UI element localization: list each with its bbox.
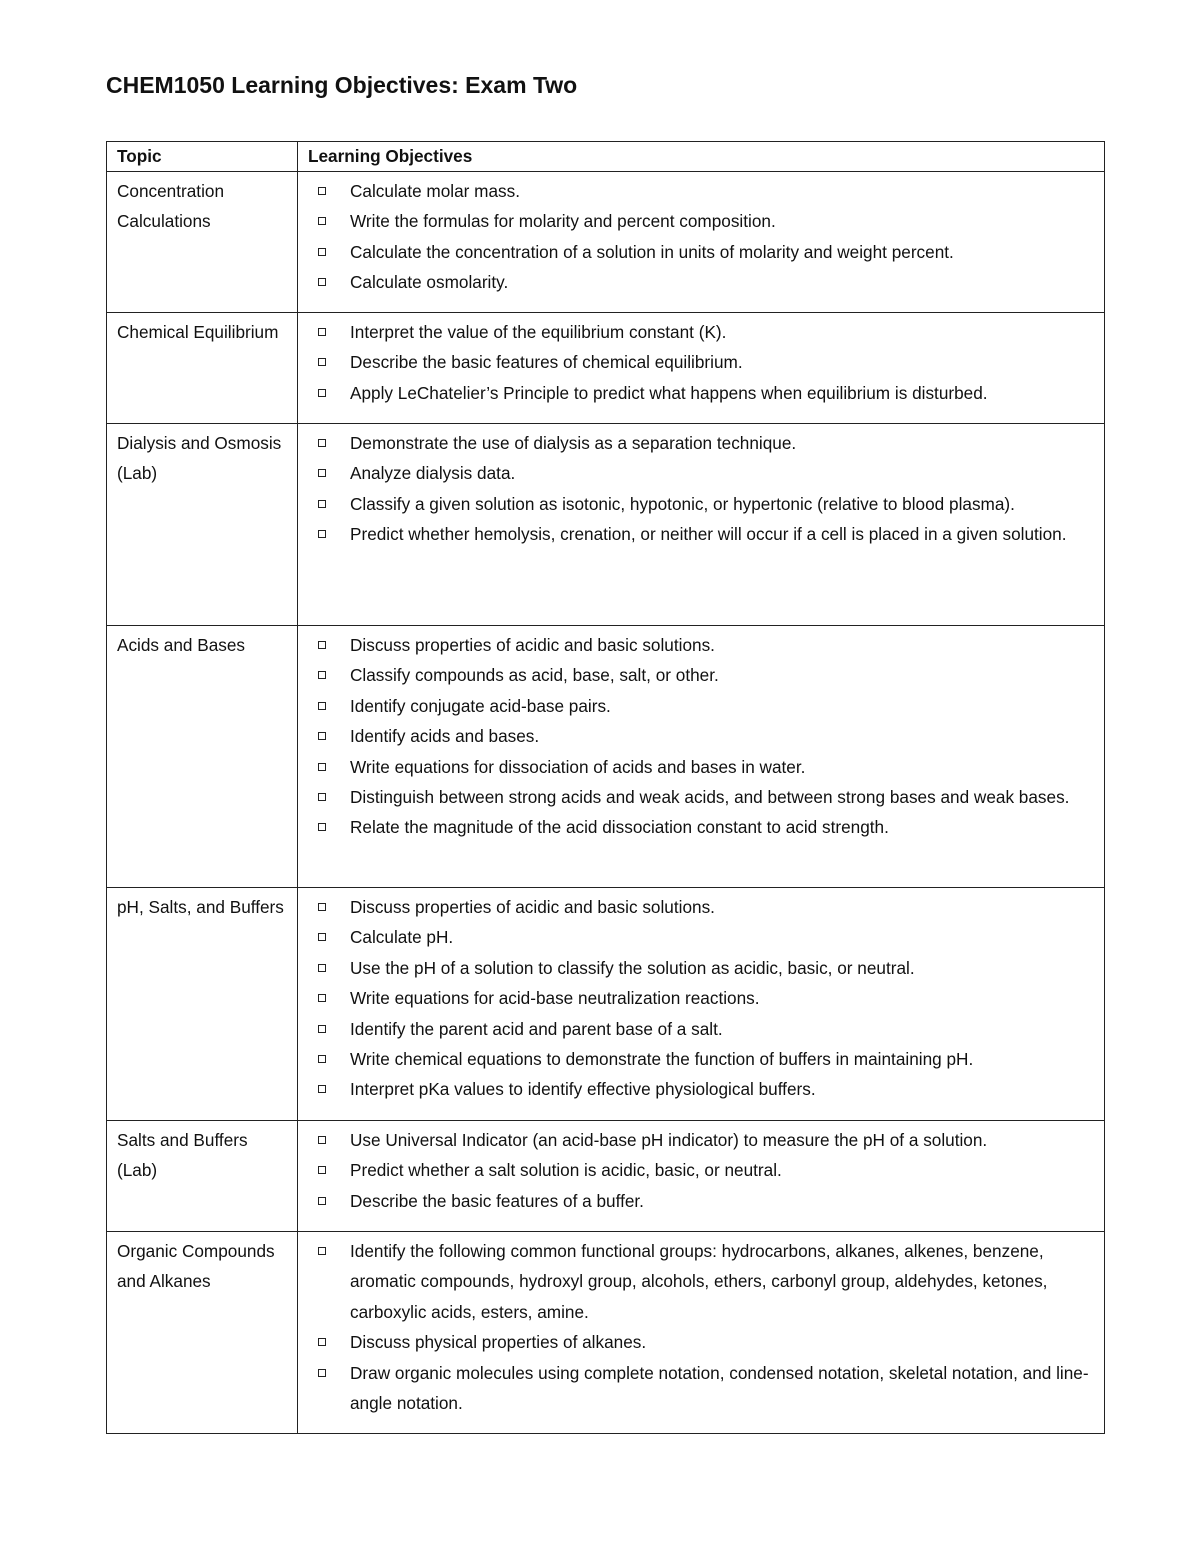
list-item	[316, 953, 1094, 983]
list-item	[316, 1125, 1094, 1155]
objective-text: Interpret pKa values to identify effective physiological buffers.	[350, 1079, 816, 1100]
objective-text: Apply LeChatelier’s Principle to predict what happens when equilibrium is disturbed.	[350, 382, 988, 403]
objectives-cell	[298, 424, 1105, 626]
objective-text: Identify conjugate acid-base pairs.	[350, 695, 611, 716]
checkbox-bullet-icon	[318, 278, 326, 286]
objective-text: Classify compounds as acid, base, salt, or other.	[350, 665, 719, 686]
table-header-row	[107, 142, 1105, 172]
checkbox-bullet-icon	[318, 933, 326, 941]
objective-text: Describe the basic features of chemical equilibrium.	[350, 352, 743, 373]
checkbox-bullet-icon	[318, 1338, 326, 1346]
checkbox-bullet-icon	[318, 530, 326, 538]
objective-text: Demonstrate the use of dialysis as a separation technique.	[350, 433, 797, 453]
objectives-cell	[298, 1121, 1105, 1232]
checkbox-bullet-icon	[318, 328, 326, 336]
checkbox-bullet-icon	[318, 358, 326, 366]
checkbox-bullet-icon	[318, 1197, 326, 1205]
list-item	[316, 660, 1094, 690]
topic-cell: Concentration Calculations	[107, 172, 298, 313]
checkbox-bullet-icon	[318, 641, 326, 649]
checkbox-bullet-icon	[318, 763, 326, 771]
topic-cell: pH, Salts, and Buffers	[107, 888, 298, 1121]
checkbox-bullet-icon	[318, 671, 326, 679]
objective-text: Identify the following common functional groups: hydrocarbons, alkanes, alkenes, benzene, aromatic compounds, hydroxyl group, alcohols, ethers, carbonyl group, aldehydes, ketones, carboxylic acids, esters, amine.	[350, 1241, 1048, 1322]
checkbox-bullet-icon	[318, 1166, 326, 1174]
objective-text: Analyze dialysis data.	[350, 463, 516, 484]
objective-text: Relate the magnitude of the acid dissociation constant to acid strength.	[350, 817, 889, 838]
list-item	[316, 721, 1094, 751]
objective-text: Write equations for acid-base neutralization reactions.	[350, 988, 760, 1009]
objective-text: Discuss physical properties of alkanes.	[350, 1332, 647, 1353]
checkbox-bullet-icon	[318, 903, 326, 911]
objectives-list	[316, 176, 1094, 298]
table-row	[107, 313, 1105, 424]
list-item	[316, 1358, 1094, 1419]
list-item	[316, 378, 1094, 408]
list-item	[316, 812, 1094, 842]
checkbox-bullet-icon	[318, 187, 326, 195]
list-item	[316, 347, 1094, 377]
header-learning-objectives: Learning Objectives	[298, 142, 1105, 172]
objective-text: Write equations for dissociation of acids and bases in water.	[350, 756, 806, 777]
objective-text: Write chemical equations to demonstrate the function of buffers in maintaining pH.	[350, 1049, 974, 1070]
topic-cell: Acids and Bases	[107, 626, 298, 888]
objectives-cell	[298, 626, 1105, 888]
checkbox-bullet-icon	[318, 1085, 326, 1093]
list-item	[316, 519, 1094, 549]
objectives-list	[316, 428, 1094, 550]
table-row	[107, 888, 1105, 1121]
checkbox-bullet-icon	[318, 500, 326, 508]
objective-text: Identify the parent acid and parent base of a salt.	[350, 1018, 723, 1039]
page-title: CHEM1050 Learning Objectives: Exam Two	[106, 72, 578, 98]
checkbox-bullet-icon	[318, 702, 326, 710]
checkbox-bullet-icon	[318, 248, 326, 256]
list-item	[316, 206, 1094, 236]
list-item	[316, 1044, 1094, 1074]
checkbox-bullet-icon	[318, 469, 326, 477]
learning-objectives-table	[106, 141, 1105, 1434]
list-item	[316, 1186, 1094, 1216]
objectives-list	[316, 1236, 1094, 1418]
list-item	[316, 1014, 1094, 1044]
objectives-cell	[298, 172, 1105, 313]
list-item	[316, 1327, 1094, 1357]
list-item	[316, 752, 1094, 782]
list-item	[316, 489, 1094, 519]
checkbox-bullet-icon	[318, 1055, 326, 1063]
topic-cell: Salts and Buffers (Lab)	[107, 1121, 298, 1232]
objectives-list	[316, 317, 1094, 408]
objective-text: Distinguish between strong acids and weak acids, and between strong bases and weak bases.	[350, 787, 1070, 808]
list-item	[316, 1155, 1094, 1185]
objective-text: Calculate molar mass.	[350, 181, 521, 201]
topic-cell: Chemical Equilibrium	[107, 313, 298, 424]
checkbox-bullet-icon	[318, 1247, 326, 1255]
list-item	[316, 1236, 1094, 1327]
objective-text: Use Universal Indicator (an acid-base pH indicator) to measure the pH of a solution.	[350, 1130, 988, 1150]
checkbox-bullet-icon	[318, 217, 326, 225]
objectives-list	[316, 892, 1094, 1105]
checkbox-bullet-icon	[318, 823, 326, 831]
topic-cell: Dialysis and Osmosis (Lab)	[107, 424, 298, 626]
checkbox-bullet-icon	[318, 1369, 326, 1377]
list-item	[316, 922, 1094, 952]
checkbox-bullet-icon	[318, 439, 326, 447]
checkbox-bullet-icon	[318, 964, 326, 972]
objective-text: Classify a given solution as isotonic, hypotonic, or hypertonic (relative to blood plasma).	[350, 493, 1015, 514]
checkbox-bullet-icon	[318, 1136, 326, 1144]
table-row	[107, 1232, 1105, 1434]
checkbox-bullet-icon	[318, 732, 326, 740]
list-item	[316, 267, 1094, 297]
topic-cell: Organic Compounds and Alkanes	[107, 1232, 298, 1434]
objectives-list	[316, 1125, 1094, 1216]
objectives-cell	[298, 313, 1105, 424]
objective-text: Write the formulas for molarity and percent composition.	[350, 211, 776, 232]
list-item	[316, 458, 1094, 488]
list-item	[316, 317, 1094, 347]
table-row	[107, 626, 1105, 888]
objective-text: Draw organic molecules using complete notation, condensed notation, skeletal notation, and line-angle notation.	[350, 1362, 1089, 1414]
list-item	[316, 428, 1094, 458]
objectives-cell	[298, 1232, 1105, 1434]
list-item	[316, 691, 1094, 721]
list-item	[316, 237, 1094, 267]
objective-text: Calculate the concentration of a solution in units of molarity and weight percent.	[350, 241, 954, 262]
list-item	[316, 176, 1094, 206]
list-item	[316, 1074, 1094, 1104]
objective-text: Predict whether hemolysis, crenation, or neither will occur if a cell is placed in a given solution.	[350, 524, 1067, 545]
objective-text: Predict whether a salt solution is acidic, basic, or neutral.	[350, 1160, 782, 1181]
header-topic: Topic	[107, 142, 298, 172]
list-item	[316, 630, 1094, 660]
objectives-list	[316, 630, 1094, 843]
objective-text: Calculate osmolarity.	[350, 272, 509, 293]
objective-text: Interpret the value of the equilibrium constant (K).	[350, 322, 727, 342]
list-item	[316, 782, 1094, 812]
objective-text: Use the pH of a solution to classify the solution as acidic, basic, or neutral.	[350, 957, 915, 978]
checkbox-bullet-icon	[318, 793, 326, 801]
table-body	[107, 172, 1105, 1434]
objective-text: Calculate pH.	[350, 927, 454, 948]
checkbox-bullet-icon	[318, 389, 326, 397]
objective-text: Describe the basic features of a buffer.	[350, 1190, 644, 1211]
objectives-cell	[298, 888, 1105, 1121]
table-row	[107, 424, 1105, 626]
list-item	[316, 892, 1094, 922]
checkbox-bullet-icon	[318, 994, 326, 1002]
objective-text: Identify acids and bases.	[350, 726, 540, 747]
table-row	[107, 172, 1105, 313]
list-item	[316, 983, 1094, 1013]
table-row	[107, 1121, 1105, 1232]
objective-text: Discuss properties of acidic and basic solutions.	[350, 897, 715, 917]
checkbox-bullet-icon	[318, 1025, 326, 1033]
objective-text: Discuss properties of acidic and basic solutions.	[350, 635, 715, 655]
